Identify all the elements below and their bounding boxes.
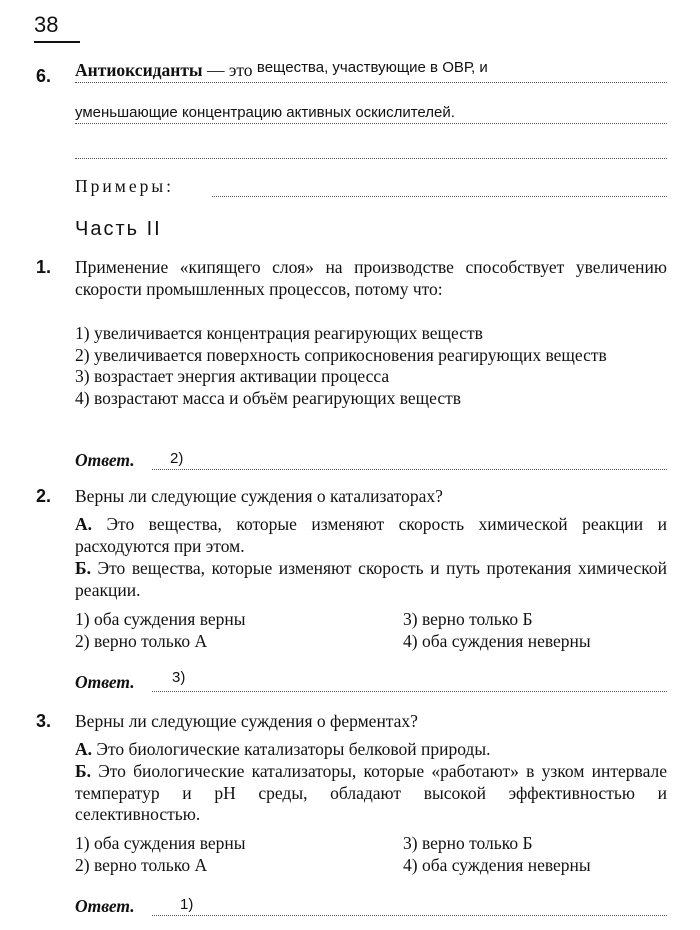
option-1: 1) оба суждения верны [75, 609, 246, 629]
answer-field-1[interactable] [152, 449, 667, 470]
answer-value-1: 2) [170, 450, 184, 467]
option-3: 3) возрастает энергия активации процесса [75, 366, 390, 387]
answer-value-2: 3) [172, 669, 186, 686]
question-2-options [75, 609, 667, 653]
answer-label-3: Ответ. [75, 896, 135, 916]
question-2-number: 2. [36, 486, 52, 506]
statement-b-label: Б. [75, 761, 91, 781]
answer-field-2[interactable] [152, 671, 667, 692]
statement-a-label: А. [75, 514, 93, 534]
option-3: 3) верно только Б [403, 833, 533, 853]
option-4: 4) оба суждения неверны [403, 855, 591, 875]
answer-field-3[interactable] [152, 895, 667, 916]
option-2: 2) верно только А [75, 631, 208, 651]
question-2-text: Верны ли следующие суждения о катализаторах? [75, 486, 443, 506]
item-6-number: 6. [36, 66, 52, 86]
statement-a-text: Это биологические катализаторы белковой природы. [92, 739, 491, 759]
option-2: 2) верно только А [75, 855, 208, 875]
statement-a-label: А. [75, 739, 93, 759]
answer-value-3: 1) [180, 896, 194, 913]
handwritten-definition-2: уменьшающие концентрацию активных оскислителей. [75, 104, 455, 121]
question-2-statement-b [75, 558, 667, 601]
question-3-statement-a [75, 739, 667, 761]
item-6-line-1 [75, 59, 667, 83]
dash-text: — это [202, 60, 257, 80]
question-3-text: Верны ли следующие суждения о ферментах? [75, 711, 418, 731]
question-2-statement-a [75, 514, 667, 557]
answer-label-2: Ответ. [75, 672, 135, 692]
part-title: Часть II [75, 218, 162, 240]
term: Антиоксиданты [75, 60, 203, 80]
answer-label-1: Ответ. [75, 450, 135, 470]
statement-b-label: Б. [75, 558, 91, 578]
item-6-line-2 [75, 103, 667, 124]
question-1-text: Применение «кипящего слоя» на производстве способствует увеличению скорости промышленных процессов, потому что: [75, 257, 667, 299]
option-1: 1) увеличивается концентрация реагирующих веществ [75, 323, 483, 343]
statement-b-text: Это вещества, которые изменяют скорость и путь протекания химической реакции. [75, 558, 667, 600]
question-1-number: 1. [36, 257, 52, 277]
statement-b-text: Это биологические катализаторы, которые «работают» в узком интервале температур и pH среды, обладают высокой эффективностью и селективностью. [75, 761, 667, 825]
option-3: 3) верно только Б [403, 609, 533, 629]
option-1: 1) оба суждения верны [75, 833, 246, 853]
question-1-options [75, 323, 667, 409]
question-3-number: 3. [36, 711, 52, 731]
statement-a-text: Это вещества, которые изменяют скорость химической реакции и расходуются при этом. [75, 514, 667, 556]
question-3-options [75, 833, 667, 877]
page-number-rule [34, 41, 80, 43]
handwritten-definition-1: вещества, участвующие в ОВР, и [256, 59, 488, 76]
examples-label: Примеры: [75, 176, 174, 196]
question-3-statement-b [75, 761, 667, 826]
option-4: 4) оба суждения неверны [403, 631, 591, 651]
item-6-line-3 [75, 138, 667, 159]
option-2: 2) увеличивается поверхность соприкосновения реагирующих веществ [75, 344, 607, 365]
examples-line[interactable] [212, 176, 667, 197]
page-number: 38 [34, 12, 59, 37]
option-4: 4) возрастают масса и объём реагирующих веществ [75, 387, 462, 408]
